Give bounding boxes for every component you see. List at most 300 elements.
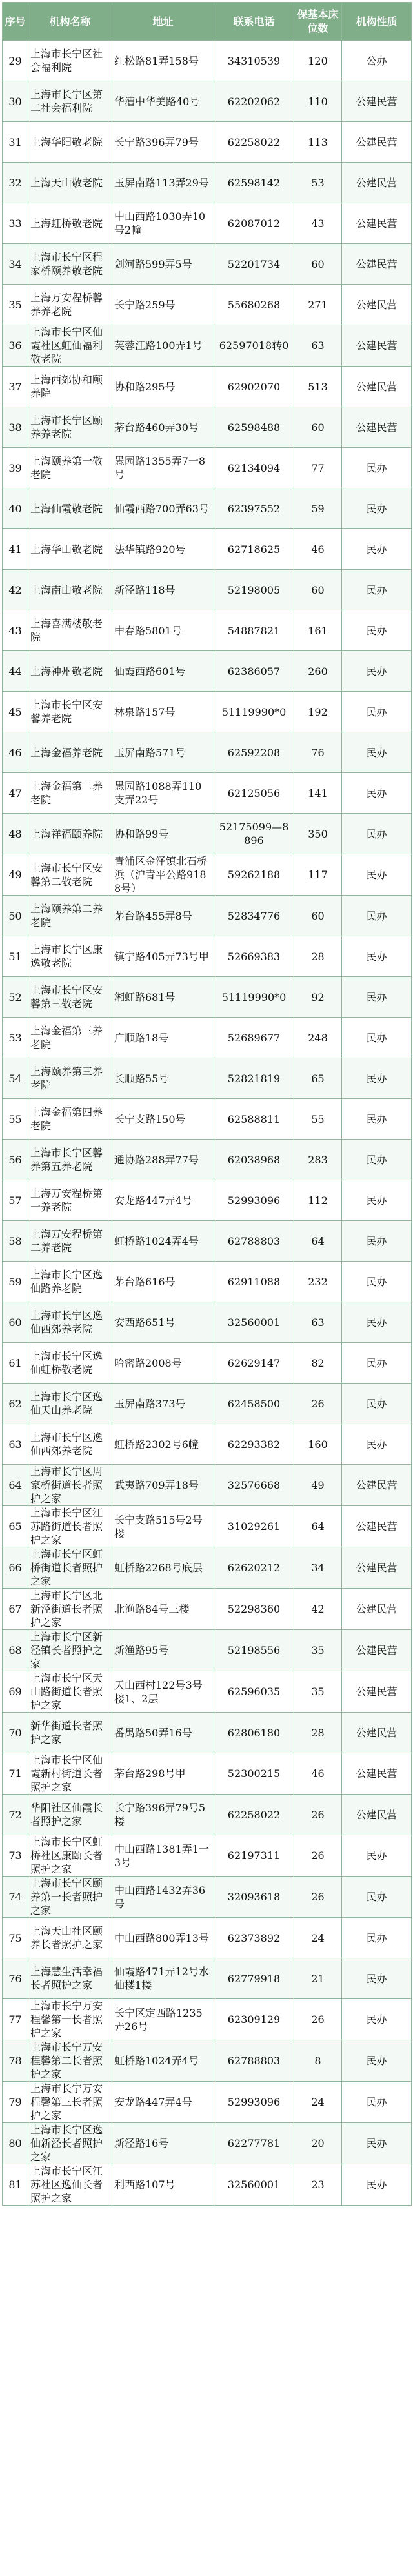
cell-phone: 52689677	[214, 1018, 294, 1058]
cell-beds: 26	[294, 1999, 342, 2040]
cell-name: 新华街道长者照护之家	[28, 1713, 112, 1753]
table-row	[3, 896, 412, 936]
page-container	[2, 2, 411, 2206]
cell-address: 长宁支路515号2号楼	[112, 1506, 214, 1547]
header-cell-address: 地址	[112, 3, 214, 41]
cell-address: 法华镇路920号	[112, 529, 214, 570]
cell-name: 上海市长宁万安程馨第三长者照护之家	[28, 2082, 112, 2123]
table-row	[3, 2040, 412, 2082]
cell-nature: 民办	[342, 1999, 412, 2040]
cell-address: 安龙路447弄4号	[112, 1180, 214, 1221]
cell-no: 62	[3, 1384, 28, 1424]
cell-name: 上海天山社区颐养长者照护之家	[28, 1918, 112, 1958]
cell-phone: 62597018转0	[214, 325, 294, 367]
cell-nature: 公建民营	[342, 1506, 412, 1547]
cell-address: 玉屏南路113弄29号	[112, 163, 214, 203]
cell-address: 利西路107号	[112, 2164, 214, 2206]
cell-phone: 52300215	[214, 1753, 294, 1795]
cell-beds: 112	[294, 1180, 342, 1221]
cell-nature: 民办	[342, 732, 412, 773]
cell-nature: 民办	[342, 814, 412, 854]
table-row	[3, 1713, 412, 1753]
cell-no: 45	[3, 692, 28, 732]
cell-phone: 32576668	[214, 1465, 294, 1506]
cell-phone: 62125056	[214, 773, 294, 814]
cell-phone: 62293382	[214, 1424, 294, 1465]
cell-no: 56	[3, 1140, 28, 1180]
cell-address: 长宁路259号	[112, 285, 214, 325]
cell-nature: 民办	[342, 1384, 412, 1424]
cell-beds: 64	[294, 1506, 342, 1547]
cell-no: 77	[3, 1999, 28, 2040]
cell-name: 上海颐养第三养老院	[28, 1058, 112, 1099]
cell-nature: 民办	[342, 773, 412, 814]
cell-nature: 民办	[342, 2082, 412, 2123]
cell-beds: 26	[294, 1795, 342, 1835]
cell-phone: 34310539	[214, 41, 294, 81]
cell-address: 新渔路95号	[112, 1630, 214, 1671]
cell-beds: 76	[294, 732, 342, 773]
cell-phone: 62779918	[214, 1958, 294, 1999]
table-row	[3, 1547, 412, 1589]
table-row	[3, 977, 412, 1018]
table-row	[3, 1589, 412, 1630]
table-row	[3, 488, 412, 529]
table-row	[3, 1180, 412, 1221]
table-row	[3, 1630, 412, 1671]
cell-address: 剑河路599弄5号	[112, 244, 214, 285]
cell-nature: 民办	[342, 896, 412, 936]
cell-nature: 公建民营	[342, 203, 412, 244]
cell-phone: 62788803	[214, 1221, 294, 1262]
cell-beds: 46	[294, 529, 342, 570]
cell-nature: 公建民营	[342, 122, 412, 163]
cell-nature: 公建民营	[342, 285, 412, 325]
cell-address: 长顺路55号	[112, 1058, 214, 1099]
cell-phone: 62386057	[214, 651, 294, 692]
cell-address: 番禺路50弄16号	[112, 1713, 214, 1753]
cell-nature: 公建民营	[342, 163, 412, 203]
cell-address: 中山西路1030弄10号2幢	[112, 203, 214, 244]
cell-address: 湘虹路681号	[112, 977, 214, 1018]
table-row	[3, 1343, 412, 1384]
table-row	[3, 814, 412, 854]
cell-nature: 民办	[342, 1058, 412, 1099]
cell-no: 48	[3, 814, 28, 854]
cell-phone: 31029261	[214, 1506, 294, 1547]
table-row	[3, 81, 412, 122]
cell-no: 34	[3, 244, 28, 285]
cell-nature: 公建民营	[342, 1671, 412, 1713]
cell-beds: 160	[294, 1424, 342, 1465]
table-row	[3, 1140, 412, 1180]
cell-no: 60	[3, 1302, 28, 1343]
cell-address: 协和路295号	[112, 367, 214, 407]
cell-beds: 35	[294, 1671, 342, 1713]
cell-nature: 民办	[342, 1424, 412, 1465]
cell-phone: 62309129	[214, 1999, 294, 2040]
cell-no: 38	[3, 407, 28, 448]
cell-name: 上海市长宁区馨养第五养老院	[28, 1140, 112, 1180]
header-cell-name: 机构名称	[28, 3, 112, 41]
cell-no: 53	[3, 1018, 28, 1058]
cell-beds: 59	[294, 488, 342, 529]
cell-nature: 民办	[342, 1140, 412, 1180]
cell-no: 78	[3, 2040, 28, 2082]
cell-beds: 513	[294, 367, 342, 407]
cell-no: 74	[3, 1877, 28, 1918]
cell-no: 46	[3, 732, 28, 773]
cell-address: 红松路81弄158号	[112, 41, 214, 81]
cell-phone: 52198005	[214, 570, 294, 610]
cell-no: 67	[3, 1589, 28, 1630]
cell-beds: 26	[294, 1384, 342, 1424]
cell-phone: 55680268	[214, 285, 294, 325]
cell-nature: 民办	[342, 1302, 412, 1343]
cell-name: 上海市长宁区颐养养老院	[28, 407, 112, 448]
cell-address: 华漕中华美路40号	[112, 81, 214, 122]
table-row	[3, 1262, 412, 1302]
cell-name: 上海市长宁区安馨第二敬老院	[28, 854, 112, 896]
table-row	[3, 122, 412, 163]
cell-nature: 民办	[342, 2164, 412, 2206]
table-row	[3, 1671, 412, 1713]
cell-beds: 120	[294, 41, 342, 81]
cell-beds: 65	[294, 1058, 342, 1099]
cell-beds: 28	[294, 936, 342, 977]
table-row	[3, 1958, 412, 1999]
table-row	[3, 651, 412, 692]
cell-phone: 52298360	[214, 1589, 294, 1630]
table-row	[3, 692, 412, 732]
table-row	[3, 773, 412, 814]
cell-phone: 62373892	[214, 1918, 294, 1958]
cell-phone: 52834776	[214, 896, 294, 936]
table-row	[3, 1795, 412, 1835]
cell-phone: 54887821	[214, 610, 294, 651]
cell-beds: 53	[294, 163, 342, 203]
cell-beds: 60	[294, 896, 342, 936]
cell-address: 玉屏南路373号	[112, 1384, 214, 1424]
cell-name: 上海金福养老院	[28, 732, 112, 773]
cell-phone: 62134094	[214, 448, 294, 488]
cell-phone: 52993096	[214, 2082, 294, 2123]
cell-address: 愚园路1355弄7一8号	[112, 448, 214, 488]
cell-beds: 350	[294, 814, 342, 854]
cell-beds: 24	[294, 1918, 342, 1958]
cell-no: 52	[3, 977, 28, 1018]
cell-name: 上海市长宁区北新泾街道长者照护之家	[28, 1589, 112, 1630]
cell-nature: 民办	[342, 610, 412, 651]
cell-beds: 42	[294, 1589, 342, 1630]
cell-nature: 民办	[342, 977, 412, 1018]
cell-phone: 62258022	[214, 1795, 294, 1835]
cell-name: 上海西郊协和颐养院	[28, 367, 112, 407]
table-row	[3, 2123, 412, 2164]
cell-beds: 28	[294, 1713, 342, 1753]
cell-name: 上海祥福颐养院	[28, 814, 112, 854]
cell-nature: 公建民营	[342, 367, 412, 407]
table-row	[3, 1384, 412, 1424]
table-row	[3, 610, 412, 651]
cell-phone: 52669383	[214, 936, 294, 977]
cell-beds: 192	[294, 692, 342, 732]
cell-phone: 62598488	[214, 407, 294, 448]
table-row	[3, 407, 412, 448]
cell-phone: 52198556	[214, 1630, 294, 1671]
cell-beds: 43	[294, 203, 342, 244]
cell-address: 安龙路447弄4号	[112, 2082, 214, 2123]
cell-name: 上海华山敬老院	[28, 529, 112, 570]
cell-nature: 公建民营	[342, 1713, 412, 1753]
cell-name: 上海市长宁区安馨养老院	[28, 692, 112, 732]
cell-nature: 民办	[342, 1958, 412, 1999]
cell-no: 32	[3, 163, 28, 203]
cell-beds: 63	[294, 1302, 342, 1343]
table-row	[3, 732, 412, 773]
cell-name: 上海颐养第一敬老院	[28, 448, 112, 488]
cell-phone: 62629147	[214, 1343, 294, 1384]
cell-nature: 公建民营	[342, 1753, 412, 1795]
cell-address: 茅台路460弄30号	[112, 407, 214, 448]
cell-name: 上海市长宁区第二社会福利院	[28, 81, 112, 122]
cell-beds: 271	[294, 285, 342, 325]
cell-no: 68	[3, 1630, 28, 1671]
cell-phone: 62197311	[214, 1835, 294, 1877]
cell-address: 仙霞路471弄12号水仙楼1楼	[112, 1958, 214, 1999]
cell-name: 上海金福第三养老院	[28, 1018, 112, 1058]
cell-no: 76	[3, 1958, 28, 1999]
cell-nature: 公建民营	[342, 1795, 412, 1835]
cell-nature: 民办	[342, 1918, 412, 1958]
cell-nature: 民办	[342, 854, 412, 896]
table-row	[3, 448, 412, 488]
table-row	[3, 1058, 412, 1099]
cell-name: 上海慧生活幸福长者照护之家	[28, 1958, 112, 1999]
cell-beds: 35	[294, 1630, 342, 1671]
table-row	[3, 1918, 412, 1958]
cell-nature: 公建民营	[342, 1547, 412, 1589]
cell-phone: 62397552	[214, 488, 294, 529]
cell-beds: 110	[294, 81, 342, 122]
cell-phone: 59262188	[214, 854, 294, 896]
cell-no: 30	[3, 81, 28, 122]
cell-nature: 民办	[342, 1343, 412, 1384]
table-row	[3, 1999, 412, 2040]
cell-address: 愚园路1088弄110支弄22号	[112, 773, 214, 814]
cell-phone: 52821819	[214, 1058, 294, 1099]
cell-name: 上海市长宁区仙霞新村街道长者照护之家	[28, 1753, 112, 1795]
cell-address: 武夷路709弄18号	[112, 1465, 214, 1506]
cell-name: 上海市长宁区江苏路街道长者照护之家	[28, 1506, 112, 1547]
cell-no: 63	[3, 1424, 28, 1465]
cell-address: 芙蓉江路100弄1号	[112, 325, 214, 367]
cell-phone: 62592208	[214, 732, 294, 773]
cell-nature: 公建民营	[342, 325, 412, 367]
cell-no: 36	[3, 325, 28, 367]
cell-nature: 公建民营	[342, 1465, 412, 1506]
table-row	[3, 529, 412, 570]
cell-name: 上海市长宁区天山路街道长者照护之家	[28, 1671, 112, 1713]
table-row	[3, 1506, 412, 1547]
cell-beds: 60	[294, 570, 342, 610]
cell-address: 北渔路84号三楼	[112, 1589, 214, 1630]
cell-beds: 55	[294, 1099, 342, 1140]
cell-no: 73	[3, 1835, 28, 1877]
cell-name: 上海仙霞敬老院	[28, 488, 112, 529]
cell-beds: 113	[294, 122, 342, 163]
cell-nature: 民办	[342, 1262, 412, 1302]
table-row	[3, 936, 412, 977]
table-row	[3, 1302, 412, 1343]
cell-no: 70	[3, 1713, 28, 1753]
cell-phone: 62596035	[214, 1671, 294, 1713]
cell-phone: 62087012	[214, 203, 294, 244]
cell-beds: 232	[294, 1262, 342, 1302]
cell-address: 茅台路455弄8号	[112, 896, 214, 936]
cell-name: 上海市长宁区周家桥街道长者照护之家	[28, 1465, 112, 1506]
cell-address: 广顺路18号	[112, 1018, 214, 1058]
cell-nature: 民办	[342, 692, 412, 732]
cell-address: 新泾路16号	[112, 2123, 214, 2164]
cell-address: 林泉路157号	[112, 692, 214, 732]
cell-no: 43	[3, 610, 28, 651]
table-row	[3, 570, 412, 610]
table-row	[3, 285, 412, 325]
cell-no: 40	[3, 488, 28, 529]
cell-address: 中山西路1381弄1一3号	[112, 1835, 214, 1877]
cell-phone: 62588811	[214, 1099, 294, 1140]
table-row	[3, 854, 412, 896]
cell-name: 上海市长宁区程家桥颐养敬老院	[28, 244, 112, 285]
cell-address: 虹桥路1024弄4号	[112, 2040, 214, 2082]
header-cell-nature: 机构性质	[342, 3, 412, 41]
cell-phone: 51119990*0	[214, 692, 294, 732]
cell-phone: 62258022	[214, 122, 294, 163]
cell-beds: 283	[294, 1140, 342, 1180]
cell-beds: 141	[294, 773, 342, 814]
cell-name: 上海市长宁区逸仙新泾长者照护之家	[28, 2123, 112, 2164]
table-row	[3, 1018, 412, 1058]
cell-nature: 民办	[342, 2040, 412, 2082]
cell-nature: 民办	[342, 488, 412, 529]
cell-address: 茅台路298号甲	[112, 1753, 214, 1795]
cell-address: 长宁路396弄79号5楼	[112, 1795, 214, 1835]
cell-nature: 民办	[342, 1877, 412, 1918]
table-row	[3, 203, 412, 244]
table-row	[3, 2164, 412, 2206]
cell-beds: 92	[294, 977, 342, 1018]
cell-name: 上海万安程桥第二养老院	[28, 1221, 112, 1262]
cell-no: 50	[3, 896, 28, 936]
table-row	[3, 244, 412, 285]
cell-no: 37	[3, 367, 28, 407]
cell-phone: 62277781	[214, 2123, 294, 2164]
table-row	[3, 1877, 412, 1918]
cell-no: 71	[3, 1753, 28, 1795]
cell-no: 75	[3, 1918, 28, 1958]
cell-name: 上海市长宁区逸仙虹桥敬老院	[28, 1343, 112, 1384]
cell-nature: 民办	[342, 529, 412, 570]
table-row	[3, 1835, 412, 1877]
cell-no: 29	[3, 41, 28, 81]
table-row	[3, 1099, 412, 1140]
cell-phone: 52201734	[214, 244, 294, 285]
cell-name: 上海市长宁区仙霞社区虹仙福利敬老院	[28, 325, 112, 367]
cell-no: 54	[3, 1058, 28, 1099]
cell-address: 茅台路616号	[112, 1262, 214, 1302]
cell-address: 镇宁路405弄73号甲	[112, 936, 214, 977]
header-row	[3, 3, 412, 41]
cell-nature: 民办	[342, 1835, 412, 1877]
cell-beds: 260	[294, 651, 342, 692]
cell-address: 天山西村122号3号楼1、2层	[112, 1671, 214, 1713]
cell-nature: 公建民营	[342, 244, 412, 285]
table-row	[3, 163, 412, 203]
cell-no: 66	[3, 1547, 28, 1589]
table-row	[3, 1753, 412, 1795]
cell-beds: 60	[294, 244, 342, 285]
cell-address: 虹桥路2268号底层	[112, 1547, 214, 1589]
cell-name: 上海市长宁区逸仙天山养老院	[28, 1384, 112, 1424]
cell-address: 虹桥路2302号6幢	[112, 1424, 214, 1465]
cell-name: 上海市长宁区江苏社区逸仙长者照护之家	[28, 2164, 112, 2206]
cell-name: 上海颐养第二养老院	[28, 896, 112, 936]
cell-no: 64	[3, 1465, 28, 1506]
cell-name: 上海市长宁区安馨第三敬老院	[28, 977, 112, 1018]
cell-name: 上海天山敬老院	[28, 163, 112, 203]
cell-phone: 52993096	[214, 1180, 294, 1221]
cell-name: 上海市长宁区社会福利院	[28, 41, 112, 81]
cell-address: 虹桥路1024弄4号	[112, 1221, 214, 1262]
table-header	[3, 3, 412, 41]
cell-no: 58	[3, 1221, 28, 1262]
cell-beds: 64	[294, 1221, 342, 1262]
cell-address: 仙霞西路601号	[112, 651, 214, 692]
cell-no: 72	[3, 1795, 28, 1835]
cell-address: 长宁路396弄79号	[112, 122, 214, 163]
cell-name: 上海南山敬老院	[28, 570, 112, 610]
cell-nature: 民办	[342, 1018, 412, 1058]
cell-no: 51	[3, 936, 28, 977]
cell-beds: 63	[294, 325, 342, 367]
cell-no: 65	[3, 1506, 28, 1547]
cell-nature: 公办	[342, 41, 412, 81]
cell-phone: 32560001	[214, 1302, 294, 1343]
cell-beds: 46	[294, 1753, 342, 1795]
cell-no: 47	[3, 773, 28, 814]
cell-no: 44	[3, 651, 28, 692]
cell-address: 新泾路118号	[112, 570, 214, 610]
cell-name: 上海市长宁区逸仙西郊养老院	[28, 1302, 112, 1343]
cell-no: 41	[3, 529, 28, 570]
cell-address: 中山西路800弄13号	[112, 1918, 214, 1958]
cell-address: 中春路5801号	[112, 610, 214, 651]
cell-nature: 民办	[342, 1221, 412, 1262]
cell-no: 69	[3, 1671, 28, 1713]
cell-beds: 82	[294, 1343, 342, 1384]
cell-beds: 26	[294, 1835, 342, 1877]
cell-phone: 62902070	[214, 367, 294, 407]
cell-name: 上海喜满楼敬老院	[28, 610, 112, 651]
cell-phone: 62620212	[214, 1547, 294, 1589]
cell-phone: 62788803	[214, 2040, 294, 2082]
cell-phone: 62911088	[214, 1262, 294, 1302]
cell-phone: 62718625	[214, 529, 294, 570]
table-row	[3, 1424, 412, 1465]
cell-name: 上海华阳敬老院	[28, 122, 112, 163]
cell-address: 仙霞西路700弄63号	[112, 488, 214, 529]
